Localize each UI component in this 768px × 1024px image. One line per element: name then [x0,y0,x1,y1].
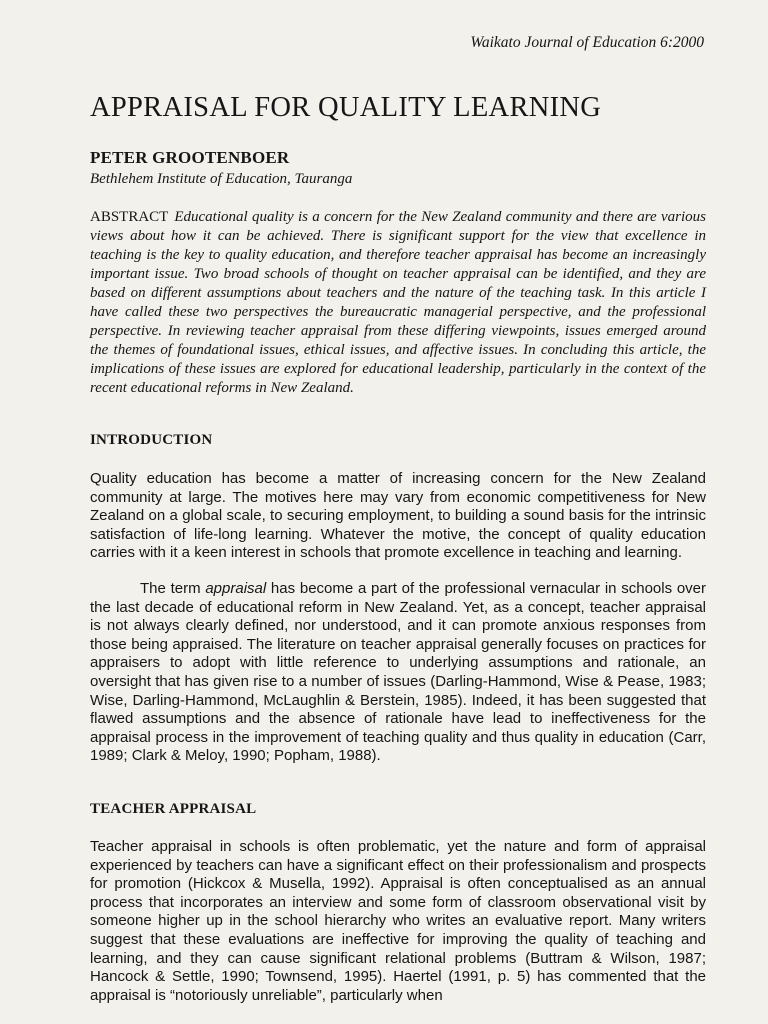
abstract-text: Educational quality is a concern for the New Zealand community and there are various views about how it can be achieved. There is significant support for the view that excellence in teaching is the key to quality education, and therefore teacher appraisal has become an increasingly important issue. Two broad schools of thought on teacher appraisal can be identified, and they are based on different assumptions about teachers and the nature of the teaching task. In this article I have called these two perspectives the bureaucratic managerial perspective, and the professional perspective. In reviewing teacher appraisal from these differing viewpoints, issues emerged around the themes of foundational issues, ethical issues, and affective issues. In concluding this article, the implications of these issues are explored for educational leadership, particularly in the context of the recent educational reforms in New Zealand. [90,209,706,396]
intro-p2-text-a: The term [140,580,206,597]
intro-paragraph-1: Quality education has become a matter of increasing concern for the New Zealand community at large. The motives here may vary from economic competitiveness for New Zealand on a global scale, to securing employment, to building a sound basis for the intrinsic satisfaction of life-long learning. Whatever the motive, the concept of quality education carries with it a keen interest in schools that promote excellence in teaching and learning. [90,470,706,562]
appraisal-paragraph-1: Teacher appraisal in schools is often problematic, yet the nature and form of appraisal experienced by teachers can have a significant effect on their professionalism and prospects for promotion (Hickcox & Musella, 1992). Appraisal is often conceptualised as an annual process that incorporates an interview and some form of classroom observational visit by someone higher up in the school hierarchy who writes an evaluative report. Many writers suggest that these evaluations are ineffective for improving the quality of teaching and learning, and they can cause significant relational problems (Buttram & Wilson, 1987; Hancock & Settle, 1990; Townsend, 1995). Haertel (1991, p. 5) has commented that the appraisal is “notoriously unreliable”, particularly when [90,838,706,1004]
section-heading-teacher-appraisal: TEACHER APPRAISAL [90,801,257,817]
abstract-label: ABSTRACT [90,209,169,225]
journal-citation: Waikato Journal of Education 6:2000 [470,34,704,51]
author-affiliation: Bethlehem Institute of Education, Tauranga [90,171,353,187]
intro-p2-term: appraisal [205,580,267,597]
author-name: PETER GROOTENBOER [90,148,290,167]
abstract [90,208,706,398]
intro-p2-text-b: has become a part of the professional vernacular in schools over the last decade of educational reform in New Zealand. Yet, as a concept, teacher appraisal is not always clearly defined, nor understood, and it can promote anxious responses from those being appraised. The literature on teacher appraisal generally focuses on practices for appraisers to adopt with little reference to underlying assumptions and rationale, an oversight that has given rise to a number of issues (Darling-Hammond, Wise & Pease, 1983; Wise, Darling-Hammond, McLaughlin & Berstein, 1985). Indeed, it has been suggested that flawed assumptions and the absence of rationale have lead to ineffectiveness for the appraisal process in the improvement of teaching quality and thus quality in education (Carr, 1989; Clark & Meloy, 1990; Popham, 1988). [90,580,707,765]
intro-paragraph-2 [90,580,706,766]
section-heading-introduction: INTRODUCTION [90,432,213,448]
article-title: APPRAISAL FOR QUALITY LEARNING [90,92,602,123]
